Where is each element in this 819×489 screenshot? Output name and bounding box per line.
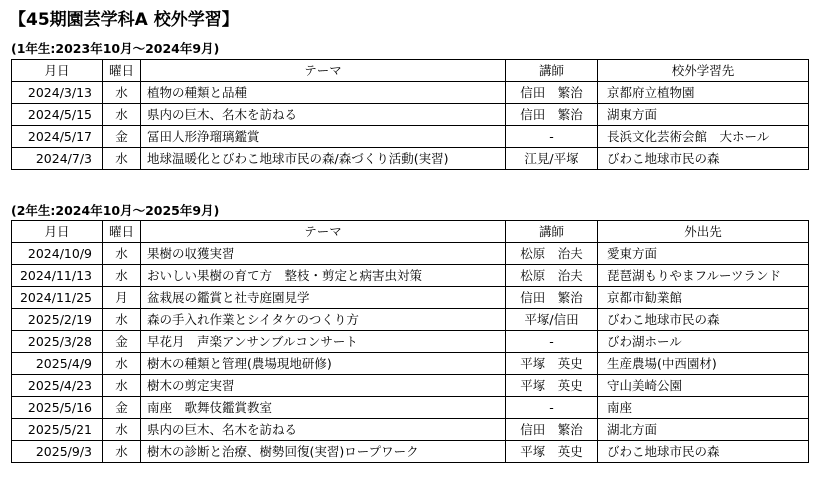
cell-destination: 京都市勧業館 — [598, 287, 809, 309]
cell-theme: 南座 歌舞伎鑑賞教室 — [141, 397, 506, 419]
table-row — [12, 287, 809, 309]
column-header-theme: テーマ — [141, 221, 506, 243]
table-row — [12, 243, 809, 265]
section-title-year2: (2年生:2024年10月～2025年9月) — [11, 203, 220, 218]
cell-date: 2025/5/16 — [12, 397, 103, 419]
schedule-table-year1 — [11, 59, 809, 170]
section-title-year1: (1年生:2023年10月～2024年9月) — [11, 41, 220, 56]
table-row — [12, 441, 809, 463]
cell-theme: 果樹の収獲実習 — [141, 243, 506, 265]
column-header-day: 曜日 — [103, 221, 141, 243]
cell-lecturer: 平塚 英史 — [506, 353, 598, 375]
cell-lecturer: 平塚 英史 — [506, 441, 598, 463]
cell-theme: 盆栽展の鑑賞と社寺庭園見学 — [141, 287, 506, 309]
cell-date: 2025/3/28 — [12, 331, 103, 353]
cell-destination: びわこ地球市民の森 — [598, 309, 809, 331]
cell-day: 月 — [103, 287, 141, 309]
cell-theme: 地球温暖化とびわこ地球市民の森/森づくり活動(実習) — [141, 148, 506, 170]
column-header-date: 月日 — [12, 221, 103, 243]
cell-theme: 植物の種類と品種 — [141, 82, 506, 104]
cell-destination: 湖東方面 — [598, 104, 809, 126]
cell-theme: 県内の巨木、名木を訪ねる — [141, 104, 506, 126]
table-row — [12, 104, 809, 126]
table-row — [12, 148, 809, 170]
table-row — [12, 265, 809, 287]
column-header-destination: 校外学習先 — [598, 60, 809, 82]
cell-theme: 森の手入れ作業とシイタケのつくり方 — [141, 309, 506, 331]
cell-lecturer: 平塚 英史 — [506, 375, 598, 397]
cell-day: 金 — [103, 126, 141, 148]
cell-lecturer: 信田 繁治 — [506, 287, 598, 309]
cell-destination: 湖北方面 — [598, 419, 809, 441]
cell-date: 2024/7/3 — [12, 148, 103, 170]
cell-day: 水 — [103, 353, 141, 375]
cell-lecturer: 松原 治夫 — [506, 243, 598, 265]
table-row — [12, 331, 809, 353]
cell-lecturer: 信田 繁治 — [506, 419, 598, 441]
table-row — [12, 82, 809, 104]
cell-lecturer: - — [506, 126, 598, 148]
cell-day: 水 — [103, 309, 141, 331]
cell-theme: 冨田人形浄瑠璃鑑賞 — [141, 126, 506, 148]
cell-destination: 南座 — [598, 397, 809, 419]
cell-date: 2024/5/15 — [12, 104, 103, 126]
cell-destination: 京都府立植物園 — [598, 82, 809, 104]
cell-date: 2025/5/21 — [12, 419, 103, 441]
cell-day: 水 — [103, 265, 141, 287]
table-row — [12, 419, 809, 441]
cell-lecturer: 江見/平塚 — [506, 148, 598, 170]
cell-date: 2024/10/9 — [12, 243, 103, 265]
column-header-destination: 外出先 — [598, 221, 809, 243]
cell-destination: びわ湖ホール — [598, 331, 809, 353]
cell-date: 2025/4/9 — [12, 353, 103, 375]
cell-date: 2025/4/23 — [12, 375, 103, 397]
page-title: 【45期園芸学科A 校外学習】 — [9, 10, 239, 30]
column-header-lecturer: 講師 — [506, 221, 598, 243]
cell-theme: 樹木の種類と管理(農場現地研修) — [141, 353, 506, 375]
column-header-lecturer: 講師 — [506, 60, 598, 82]
cell-destination: びわこ地球市民の森 — [598, 148, 809, 170]
cell-date: 2025/9/3 — [12, 441, 103, 463]
cell-day: 水 — [103, 82, 141, 104]
cell-date: 2025/2/19 — [12, 309, 103, 331]
cell-lecturer: - — [506, 331, 598, 353]
cell-date: 2024/11/13 — [12, 265, 103, 287]
table-header-row — [12, 60, 809, 82]
cell-destination: 長浜文化芸術会館 大ホール — [598, 126, 809, 148]
cell-theme: 早花月 声楽アンサンブルコンサート — [141, 331, 506, 353]
table-row — [12, 353, 809, 375]
cell-destination: 琵琶湖もりやまフルーツランド — [598, 265, 809, 287]
cell-theme: 県内の巨木、名木を訪ねる — [141, 419, 506, 441]
cell-date: 2024/5/17 — [12, 126, 103, 148]
cell-destination: 守山美崎公園 — [598, 375, 809, 397]
table-row — [12, 397, 809, 419]
cell-day: 水 — [103, 419, 141, 441]
table-row — [12, 309, 809, 331]
cell-date: 2024/11/25 — [12, 287, 103, 309]
cell-lecturer: 信田 繁治 — [506, 104, 598, 126]
cell-lecturer: 信田 繁治 — [506, 82, 598, 104]
table-row — [12, 375, 809, 397]
cell-lecturer: - — [506, 397, 598, 419]
cell-day: 水 — [103, 375, 141, 397]
table-header-row — [12, 221, 809, 243]
cell-date: 2024/3/13 — [12, 82, 103, 104]
cell-day: 水 — [103, 104, 141, 126]
column-header-theme: テーマ — [141, 60, 506, 82]
cell-destination: 愛東方面 — [598, 243, 809, 265]
column-header-date: 月日 — [12, 60, 103, 82]
cell-theme: おいしい果樹の育て方 整枝・剪定と病害虫対策 — [141, 265, 506, 287]
cell-day: 水 — [103, 148, 141, 170]
cell-lecturer: 松原 治夫 — [506, 265, 598, 287]
cell-lecturer: 平塚/信田 — [506, 309, 598, 331]
cell-theme: 樹木の剪定実習 — [141, 375, 506, 397]
cell-destination: びわこ地球市民の森 — [598, 441, 809, 463]
cell-day: 金 — [103, 331, 141, 353]
cell-day: 金 — [103, 397, 141, 419]
table-row — [12, 126, 809, 148]
schedule-table-year2 — [11, 220, 809, 463]
column-header-day: 曜日 — [103, 60, 141, 82]
cell-day: 水 — [103, 441, 141, 463]
cell-theme: 樹木の診断と治療、樹勢回復(実習)ロープワーク — [141, 441, 506, 463]
cell-day: 水 — [103, 243, 141, 265]
cell-destination: 生産農場(中西園材) — [598, 353, 809, 375]
